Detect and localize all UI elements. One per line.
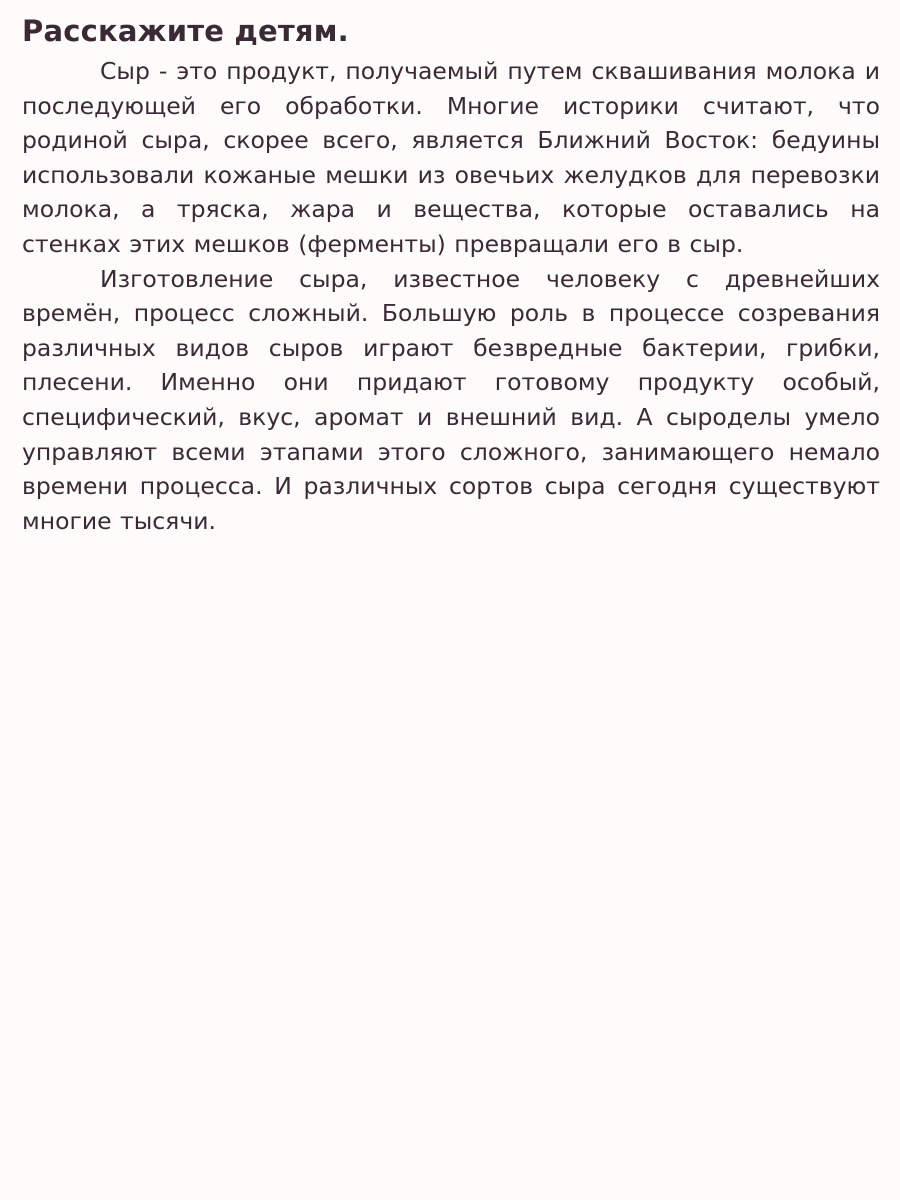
paragraph-cheese-making: Изготовление сыра, известное человеку с древнейших времён, процесс сложный. Большую роль в процессе созревания различных видов сыров играют безвредные бактерии, грибки, плесени. Именно они придают готовому продукту особый, специфический, вкус, аромат и внешний вид. А сыроделы умело управляют всеми этапами этого сложного, занимающего немало времени процесса. И различных сортов сыра сегодня существуют многие тысячи. <box>22 264 880 535</box>
paragraph-cheese-origin: Сыр - это продукт, получаемый путем сквашивания молока и последующей его обработки. Многие историки считают, что родиной сыра, скорее всего, является Ближний Восток: бедуины использовали кожаные мешки из овечьих желудков для перевозки молока, а тряска, жара и вещества, которые оставались на стенках этих мешков (ферменты) превращали его в сыр. <box>22 57 880 258</box>
page-title: Расскажите детям. <box>22 14 349 48</box>
body-text <box>22 54 880 538</box>
